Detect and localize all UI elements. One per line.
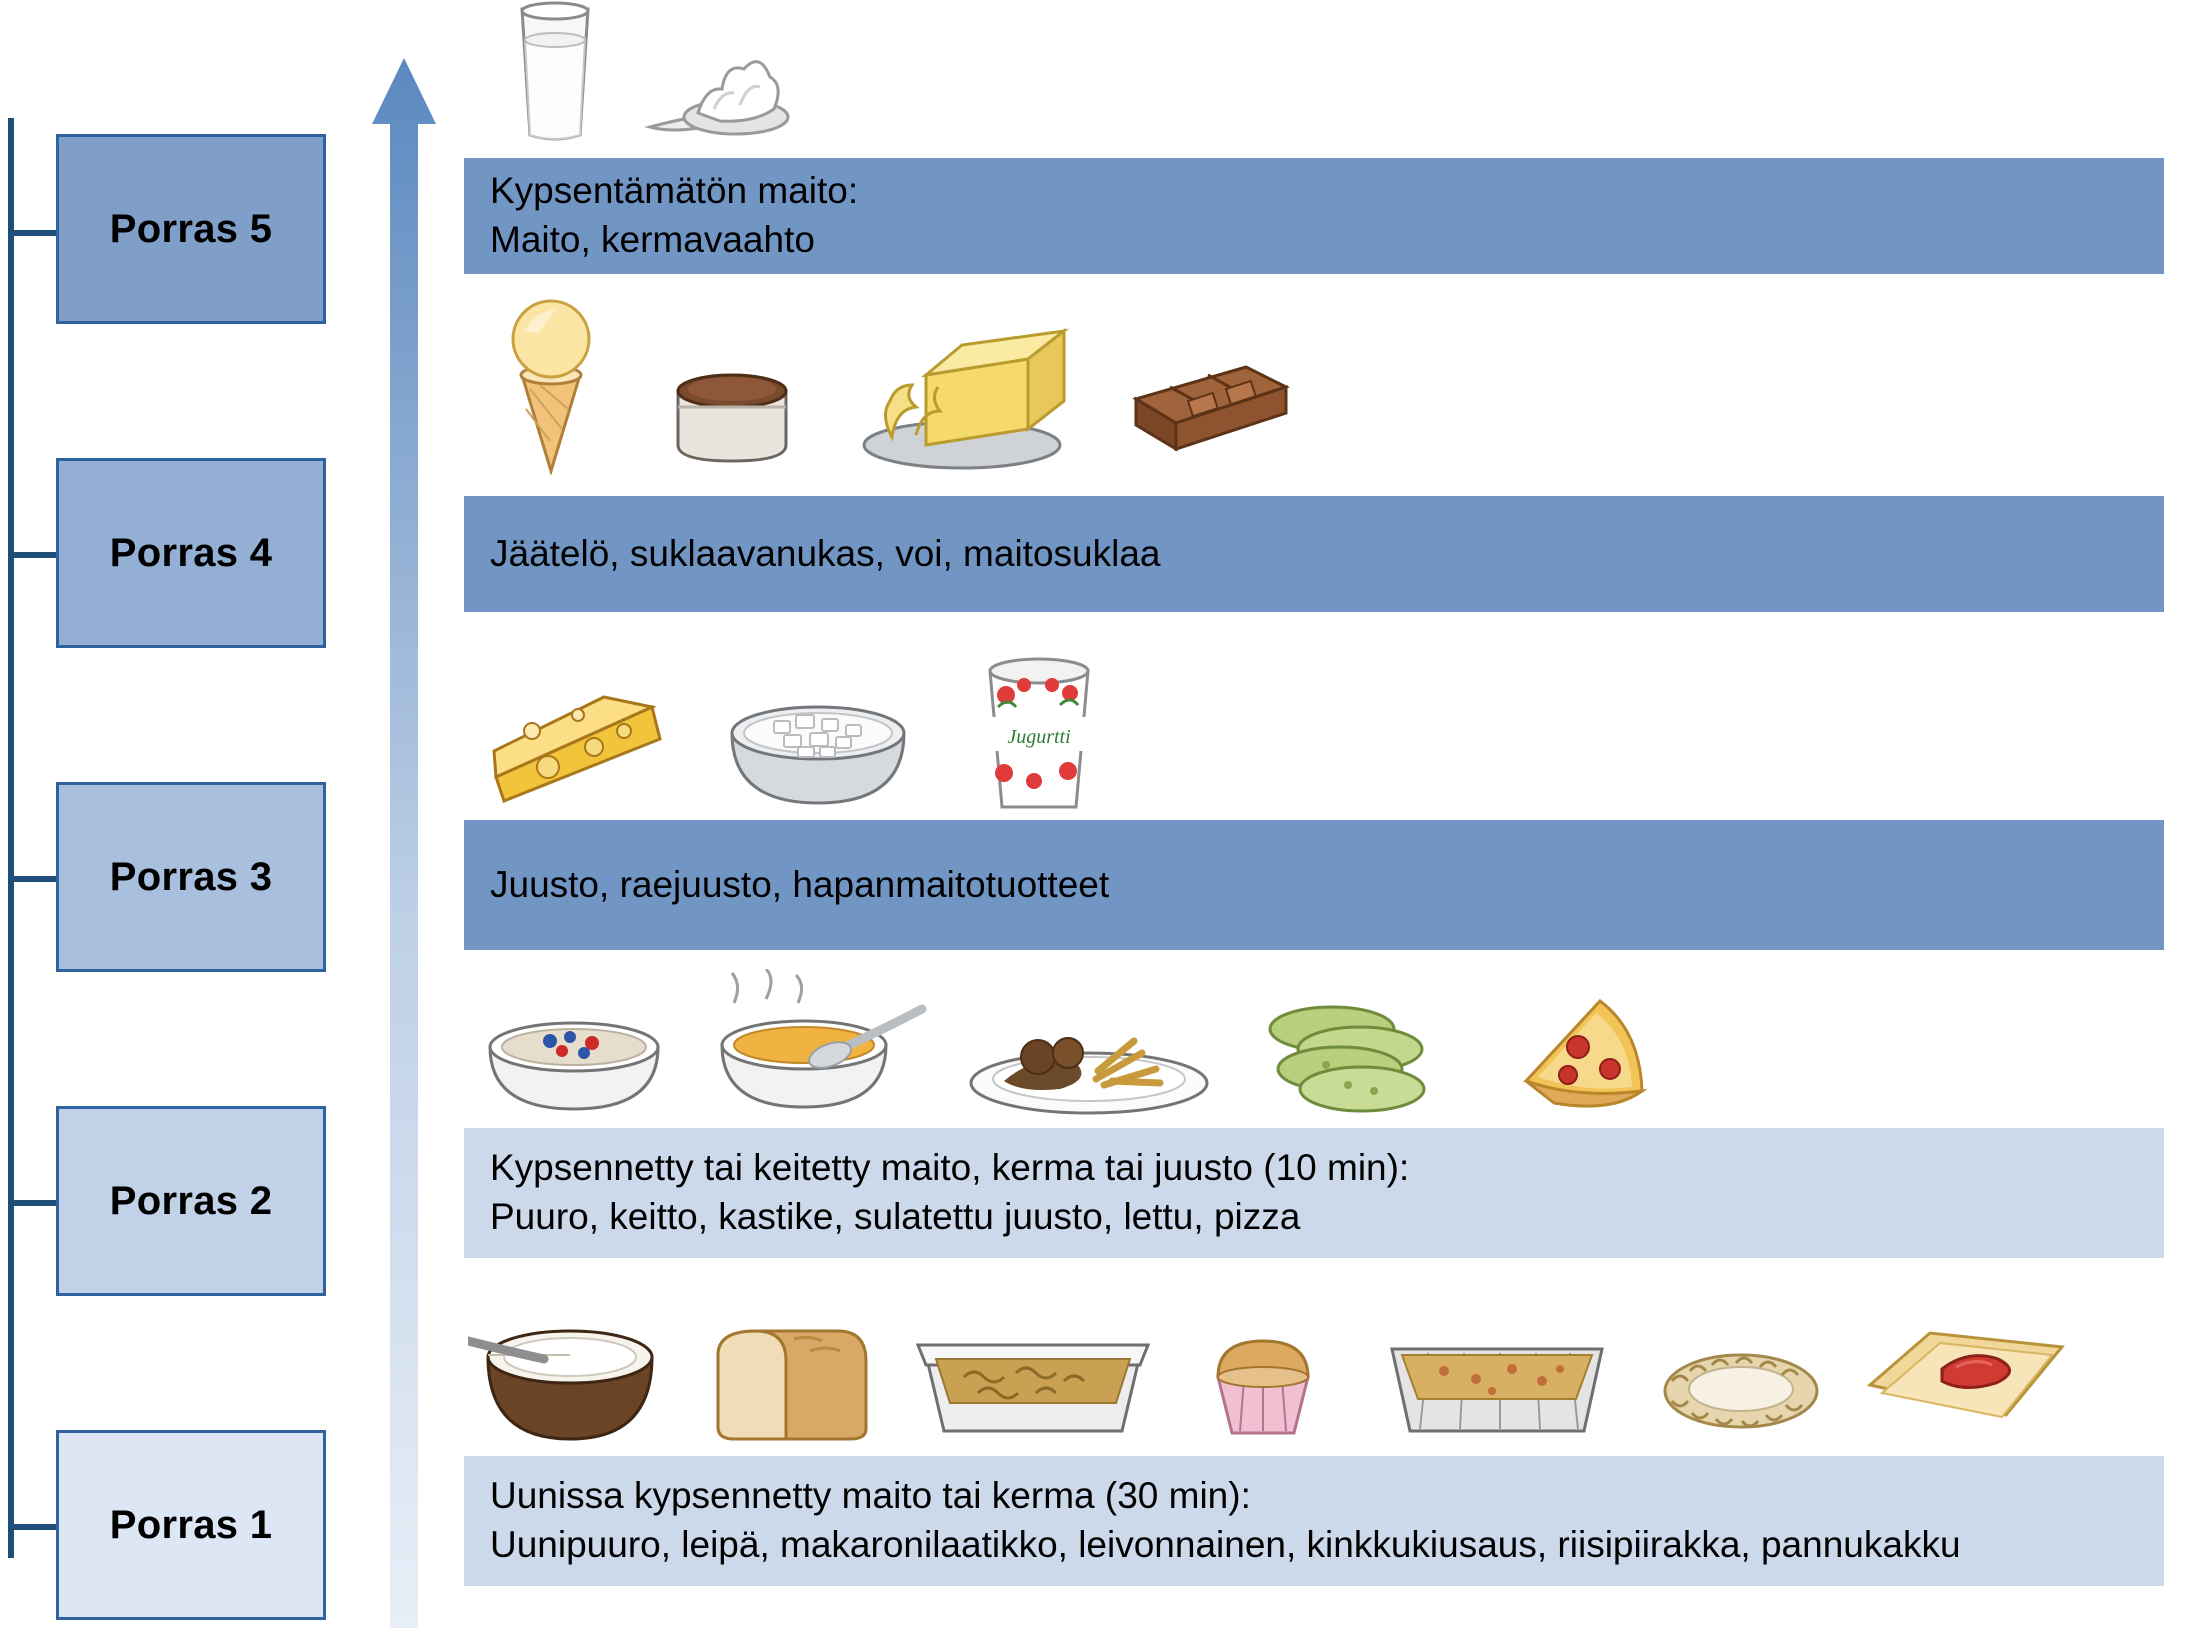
rice-pie-icon <box>1656 1337 1826 1442</box>
band-line: Juusto, raejuusto, hapanmaitotuotteet <box>490 863 1110 905</box>
pancakes-stack-icon <box>1256 995 1456 1118</box>
macaroni-casserole-icon <box>908 1319 1158 1446</box>
meatballs-plate-icon <box>964 995 1214 1124</box>
step-label-porras-3: Porras 3 <box>109 854 273 899</box>
ladder-rung-5 <box>8 230 58 236</box>
step-box-porras-4[interactable] <box>56 458 326 648</box>
band-line: Uunipuuro, leipä, makaronilaatikko, leivonnainen, kinkkukiusaus, riisipiirakka, pannukakku <box>490 1524 1961 1565</box>
yogurt-cup-label: Jugurtti <box>1007 726 1071 748</box>
ladder-rail <box>8 118 14 1558</box>
ladder-rung-3 <box>8 876 58 882</box>
band-line: Puuro, keitto, kastike, sulatettu juusto, lettu, pizza <box>490 1196 1301 1237</box>
pizza-slice-icon <box>1492 995 1662 1122</box>
band-line: Maito, kermavaahto <box>490 219 815 260</box>
band-line: Kypsentämätön maito: <box>490 170 859 212</box>
ham-casserole-icon <box>1372 1317 1622 1446</box>
chocolate-pudding-icon <box>662 349 802 474</box>
band-line: Uunissa kypsennetty maito tai kerma (30 min): <box>490 1475 1251 1517</box>
pancake-icon <box>1856 1313 2076 1448</box>
step-box-porras-5[interactable] <box>56 134 326 324</box>
porridge-bowl-icon <box>474 995 674 1122</box>
whipped-cream-spoon-icon <box>644 29 804 144</box>
ladder-rung-1 <box>8 1524 58 1530</box>
yogurt-cup-icon <box>964 641 1114 818</box>
band-porras-4 <box>464 496 2164 612</box>
band-porras-2 <box>464 1128 2164 1258</box>
step-box-porras-3[interactable] <box>56 782 326 972</box>
bread-loaf-icon <box>698 1309 878 1450</box>
upward-arrow-icon <box>372 58 436 1628</box>
ladder-rung-4 <box>8 552 58 558</box>
step-box-porras-1[interactable] <box>56 1430 326 1620</box>
cheese-wedge-icon <box>484 679 674 814</box>
cottage-cheese-bowl-icon <box>718 671 918 816</box>
ladder-rung-2 <box>8 1200 58 1206</box>
ice-cream-cone-icon <box>486 289 616 480</box>
muffin-icon <box>1188 1321 1338 1446</box>
band-line: Jäätelö, suklaavanukas, voi, maitosuklaa <box>490 532 1161 574</box>
step-label-porras-4: Porras 4 <box>109 530 273 575</box>
band-line: Kypsennetty tai keitetty maito, kerma tai juusto (10 min): <box>490 1147 1410 1189</box>
step-box-porras-2[interactable] <box>56 1106 326 1296</box>
oven-porridge-pot-icon <box>468 1301 668 1450</box>
band-porras-3 <box>464 820 2164 950</box>
band-porras-1 <box>464 1456 2164 1586</box>
milk-chocolate-bar-icon <box>1118 345 1298 470</box>
butter-block-icon <box>852 323 1072 478</box>
step-label-porras-1: Porras 1 <box>109 1502 273 1547</box>
soup-bowl-icon <box>708 969 938 1122</box>
step-label-porras-2: Porras 2 <box>109 1178 273 1223</box>
milk-glass-icon <box>484 0 614 148</box>
step-label-porras-5: Porras 5 <box>109 206 273 251</box>
band-porras-5 <box>464 158 2164 274</box>
